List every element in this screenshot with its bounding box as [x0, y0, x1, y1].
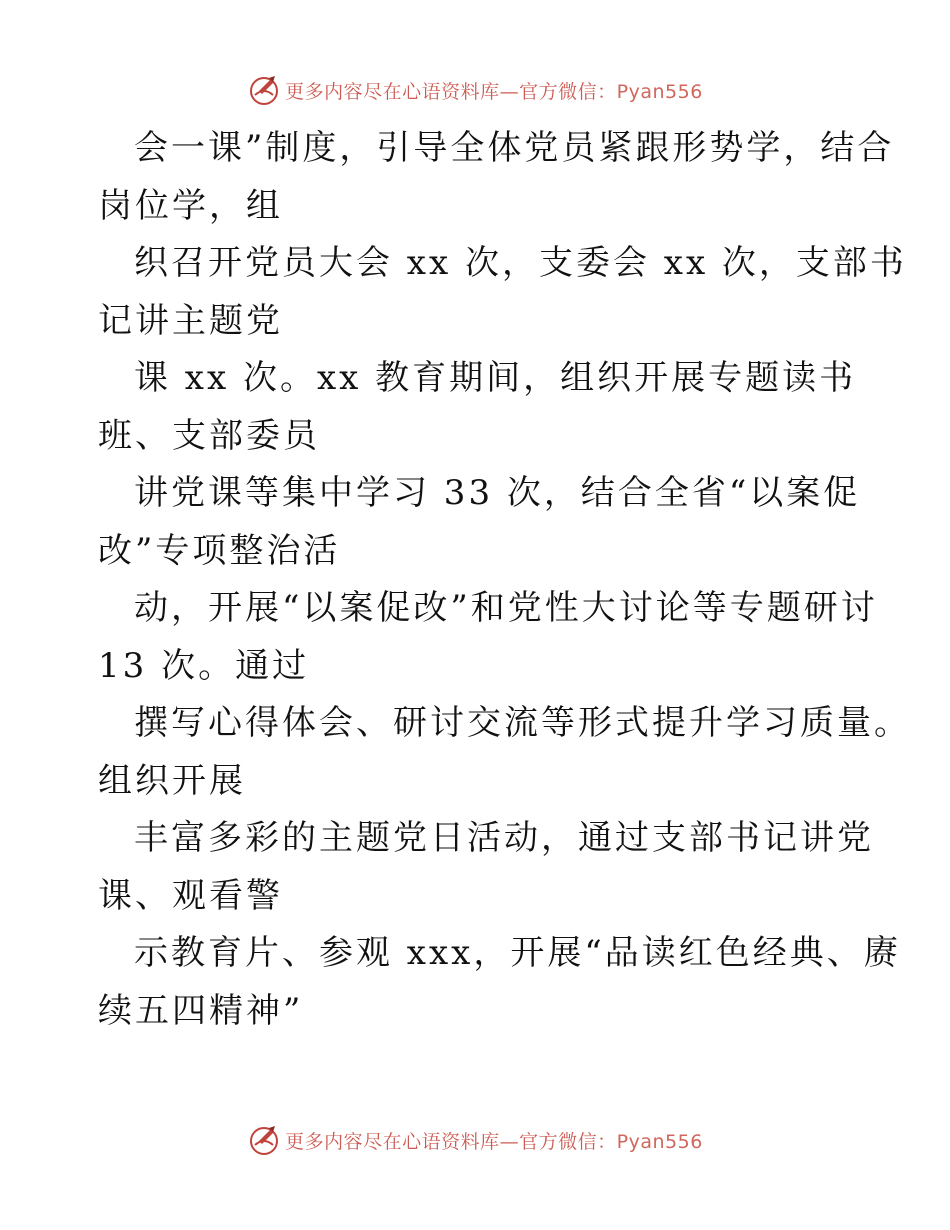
- watermark-wechat-id: Pyan556: [616, 1130, 703, 1153]
- watermark-text: [285, 1127, 703, 1154]
- paragraph: [98, 465, 861, 580]
- book-quill-logo-icon: [247, 1123, 281, 1157]
- watermark-text: [285, 77, 703, 104]
- paragraph: [98, 925, 901, 1040]
- text-line: 会一课”制度，引导全体党员紧跟形势学，结合: [134, 128, 895, 168]
- text-line: 示教育片、参观 xxx，开展“品读红色经典、赓: [134, 933, 901, 973]
- paragraph: [98, 350, 858, 465]
- text-line: 组织开展: [98, 760, 246, 801]
- document-body: [98, 120, 911, 1040]
- text-line: 续五四精神”: [98, 990, 304, 1031]
- text-line: 动，开展“以案促改”和党性大讨论等专题研讨: [134, 588, 878, 628]
- text-line: 课、观看警: [98, 875, 283, 916]
- text-line: 岗位学，组: [98, 185, 283, 226]
- watermark-wechat-id: Pyan556: [616, 80, 703, 103]
- watermark-chinese: 更多内容尽在心语资料库—官方微信：: [285, 80, 617, 103]
- paragraph: [98, 695, 911, 810]
- footer-watermark: [0, 1120, 950, 1160]
- text-line: 撰写心得体会、研讨交流等形式提升学习质量。: [134, 703, 911, 743]
- paragraph: [98, 235, 907, 350]
- text-line: 班、支部委员: [98, 415, 320, 456]
- paragraph: [98, 810, 874, 925]
- text-line: 课 xx 次。xx 教育期间，组织开展专题读书: [134, 358, 857, 398]
- paragraph: [98, 580, 878, 695]
- paragraph: [98, 120, 895, 235]
- text-line: 织召开党员大会 xx 次，支委会 xx 次，支部书: [134, 243, 907, 283]
- book-quill-logo-icon: [247, 73, 281, 107]
- header-watermark: [0, 70, 950, 110]
- text-line: 13 次。通过: [98, 645, 310, 686]
- watermark-chinese: 更多内容尽在心语资料库—官方微信：: [285, 1130, 617, 1153]
- text-line: 记讲主题党: [98, 300, 283, 341]
- text-line: 丰富多彩的主题党日活动，通过支部书记讲党: [134, 818, 874, 858]
- text-line: 讲党课等集中学习 33 次，结合全省“以案促: [134, 473, 861, 513]
- text-line: 改”专项整治活: [98, 530, 341, 571]
